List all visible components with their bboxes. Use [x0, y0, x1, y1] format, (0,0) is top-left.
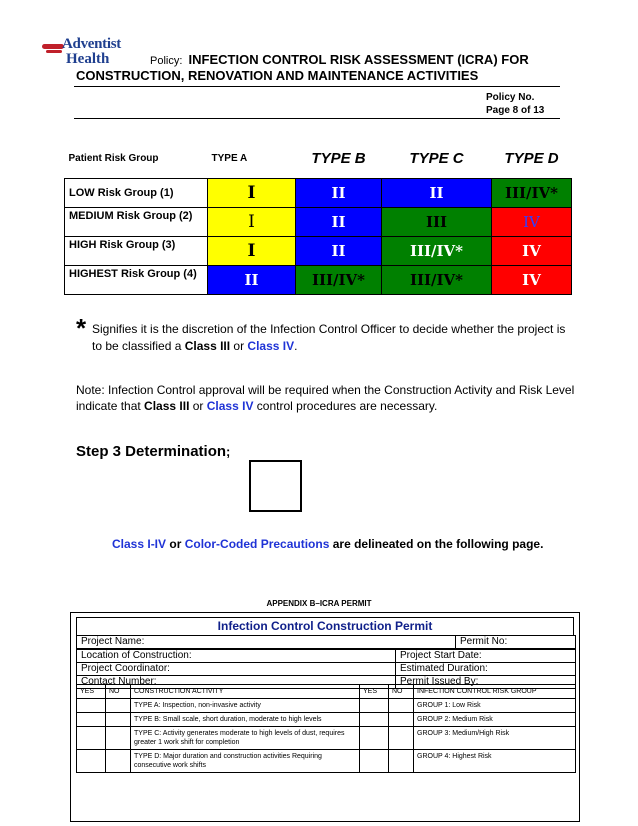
logo-swoosh-icon: [42, 44, 64, 49]
matrix-header-row: [65, 138, 572, 179]
class-range-text: Class I-IV: [112, 537, 167, 551]
type-c-activity: TYPE C: Activity generates moderate to high levels of dust, requires greater 1 work shift for completion: [131, 727, 360, 750]
permit-info-table: [76, 635, 576, 649]
group-3: GROUP 3: Medium/High Risk: [414, 727, 576, 750]
contact-field[interactable]: Contact Number:: [77, 676, 396, 689]
corner-label: Patient Risk Group: [68, 152, 159, 164]
permit-info-table: [76, 649, 576, 689]
matrix-cell: IV: [492, 266, 572, 295]
yes-checkbox[interactable]: [77, 713, 106, 727]
yes-checkbox[interactable]: [77, 727, 106, 750]
no-header: NO: [389, 685, 414, 699]
policy-title: INFECTION CONTROL RISK ASSESSMENT (ICRA) FOR: [188, 52, 529, 67]
group-1: GROUP 1: Low Risk: [414, 699, 576, 713]
appendix-heading: APPENDIX B–ICRA PERMIT: [266, 599, 372, 608]
project-name-field[interactable]: Project Name:: [77, 636, 456, 649]
or-text: or: [189, 399, 207, 413]
type-d-header: TYPE D: [504, 149, 559, 167]
matrix-cell: III/IV*: [296, 266, 382, 295]
matrix-cell: III/IV*: [492, 179, 572, 208]
matrix-row-medium: [65, 208, 572, 237]
page-number: Page 8 of 13: [486, 105, 545, 116]
policy-title-line2: CONSTRUCTION, RENOVATION AND MAINTENANCE ACTIVITIES: [76, 68, 479, 83]
activity-row: [77, 750, 576, 773]
precautions-rest-text: are delineated on the following page.: [329, 537, 544, 551]
yes-checkbox[interactable]: [360, 699, 389, 713]
matrix-cell: II: [382, 179, 492, 208]
matrix-cell: I: [208, 208, 296, 237]
activity-row: [77, 713, 576, 727]
no-checkbox[interactable]: [106, 727, 131, 750]
permit-no-field[interactable]: Permit No:: [456, 636, 576, 649]
activity-row: [77, 727, 576, 750]
class-iii-text: Class III: [184, 339, 231, 353]
no-header: NO: [106, 685, 131, 699]
no-checkbox[interactable]: [106, 713, 131, 727]
step3-title: Step 3 Determination: [76, 443, 227, 460]
matrix-cell: IV: [492, 237, 572, 266]
class-iv-text: Class IV: [206, 399, 254, 413]
matrix-row-highest: [65, 266, 572, 295]
risk-group-header: INFECTION CONTROL RISK GROUP: [414, 685, 576, 699]
start-date-field[interactable]: Project Start Date:: [396, 650, 576, 663]
activity-header: CONSTRUCTION ACTIVITY: [131, 685, 360, 699]
type-b-activity: TYPE B: Small scale, short duration, moderate to high levels: [131, 713, 360, 727]
activity-header-row: [77, 685, 576, 699]
group-4: GROUP 4: Highest Risk: [414, 750, 576, 773]
matrix-cell: II: [208, 266, 296, 295]
approval-note: [76, 382, 576, 414]
period: .: [294, 339, 298, 353]
logo-text-line1: Adventist: [62, 36, 121, 52]
logo-text-line2: Health: [66, 51, 110, 67]
permit-row: [77, 663, 576, 676]
adventist-health-logo: [42, 36, 132, 72]
duration-field[interactable]: Estimated Duration:: [396, 663, 576, 676]
policy-number-block: [486, 91, 544, 117]
no-checkbox[interactable]: [389, 750, 414, 773]
permit-row: [77, 636, 576, 649]
yes-checkbox[interactable]: [360, 727, 389, 750]
matrix-cell: IV: [492, 208, 572, 237]
policy-no-label: Policy No.: [486, 92, 535, 103]
asterisk-note-text: Signifies it is the discretion of the Infection Control Officer to decide whether the project is to be classified a: [92, 322, 566, 353]
matrix-cell: III/IV*: [382, 237, 492, 266]
type-d-activity: TYPE D: Major duration and construction activities Requiring consecutive work shifts: [131, 750, 360, 773]
policy-label: Policy:: [150, 55, 183, 67]
type-c-header: TYPE C: [409, 149, 464, 167]
matrix-cell: III: [382, 208, 492, 237]
matrix-cell: II: [296, 179, 382, 208]
step3-determination-box[interactable]: [249, 460, 302, 512]
yes-checkbox[interactable]: [77, 750, 106, 773]
activity-risk-table: [76, 684, 576, 773]
asterisk-note: [92, 321, 572, 355]
yes-header: YES: [360, 685, 389, 699]
yes-checkbox[interactable]: [360, 750, 389, 773]
type-b-header: TYPE B: [311, 149, 366, 167]
class-iv-text: Class IV: [247, 339, 295, 353]
activity-row: [77, 699, 576, 713]
no-checkbox[interactable]: [389, 699, 414, 713]
matrix-cell: III/IV*: [382, 266, 492, 295]
or-text: or: [230, 339, 248, 353]
no-checkbox[interactable]: [389, 727, 414, 750]
color-coded-text: Color-Coded Precautions: [184, 537, 330, 551]
yes-checkbox[interactable]: [77, 699, 106, 713]
class-iii-text: Class III: [144, 399, 190, 413]
matrix-row-low: [65, 179, 572, 208]
precautions-line: [112, 537, 543, 551]
risk-matrix-table: [64, 138, 572, 295]
asterisk-icon: *: [76, 313, 87, 343]
step3-semicolon: ;: [226, 444, 231, 459]
issued-by-field[interactable]: Permit Issued By:: [396, 676, 576, 689]
permit-title: Infection Control Construction Permit: [76, 617, 574, 636]
yes-header: YES: [77, 685, 106, 699]
type-a-header: TYPE A: [211, 152, 248, 164]
group-2: GROUP 2: Medium Risk: [414, 713, 576, 727]
or-text: or: [166, 537, 185, 551]
matrix-cell: II: [296, 208, 382, 237]
coordinator-field[interactable]: Project Coordinator:: [77, 663, 396, 676]
row-label: HIGH Risk Group (3): [65, 237, 208, 266]
row-label: LOW Risk Group (1): [65, 179, 208, 208]
matrix-cell: I: [208, 179, 296, 208]
divider: [74, 86, 560, 87]
step3-heading: [76, 443, 230, 460]
logo-swoosh-icon: [46, 50, 62, 53]
location-field[interactable]: Location of Construction:: [77, 650, 396, 663]
yes-checkbox[interactable]: [360, 713, 389, 727]
approval-note-end: control procedures are necessary.: [253, 399, 438, 413]
matrix-cell: I: [208, 237, 296, 266]
permit-row: [77, 650, 576, 663]
no-checkbox[interactable]: [106, 750, 131, 773]
no-checkbox[interactable]: [389, 713, 414, 727]
row-label: HIGHEST Risk Group (4): [65, 266, 208, 295]
type-a-activity: TYPE A: Inspection, non-invasive activity: [131, 699, 360, 713]
approval-note-text: Note: Infection Control approval will be required when the Construction Activity and Risk Level indicate that: [76, 383, 575, 413]
no-checkbox[interactable]: [106, 699, 131, 713]
policy-title-line1: [150, 52, 529, 67]
row-label: MEDIUM Risk Group (2): [65, 208, 208, 237]
matrix-cell: II: [296, 237, 382, 266]
divider: [74, 118, 560, 119]
matrix-row-high: [65, 237, 572, 266]
